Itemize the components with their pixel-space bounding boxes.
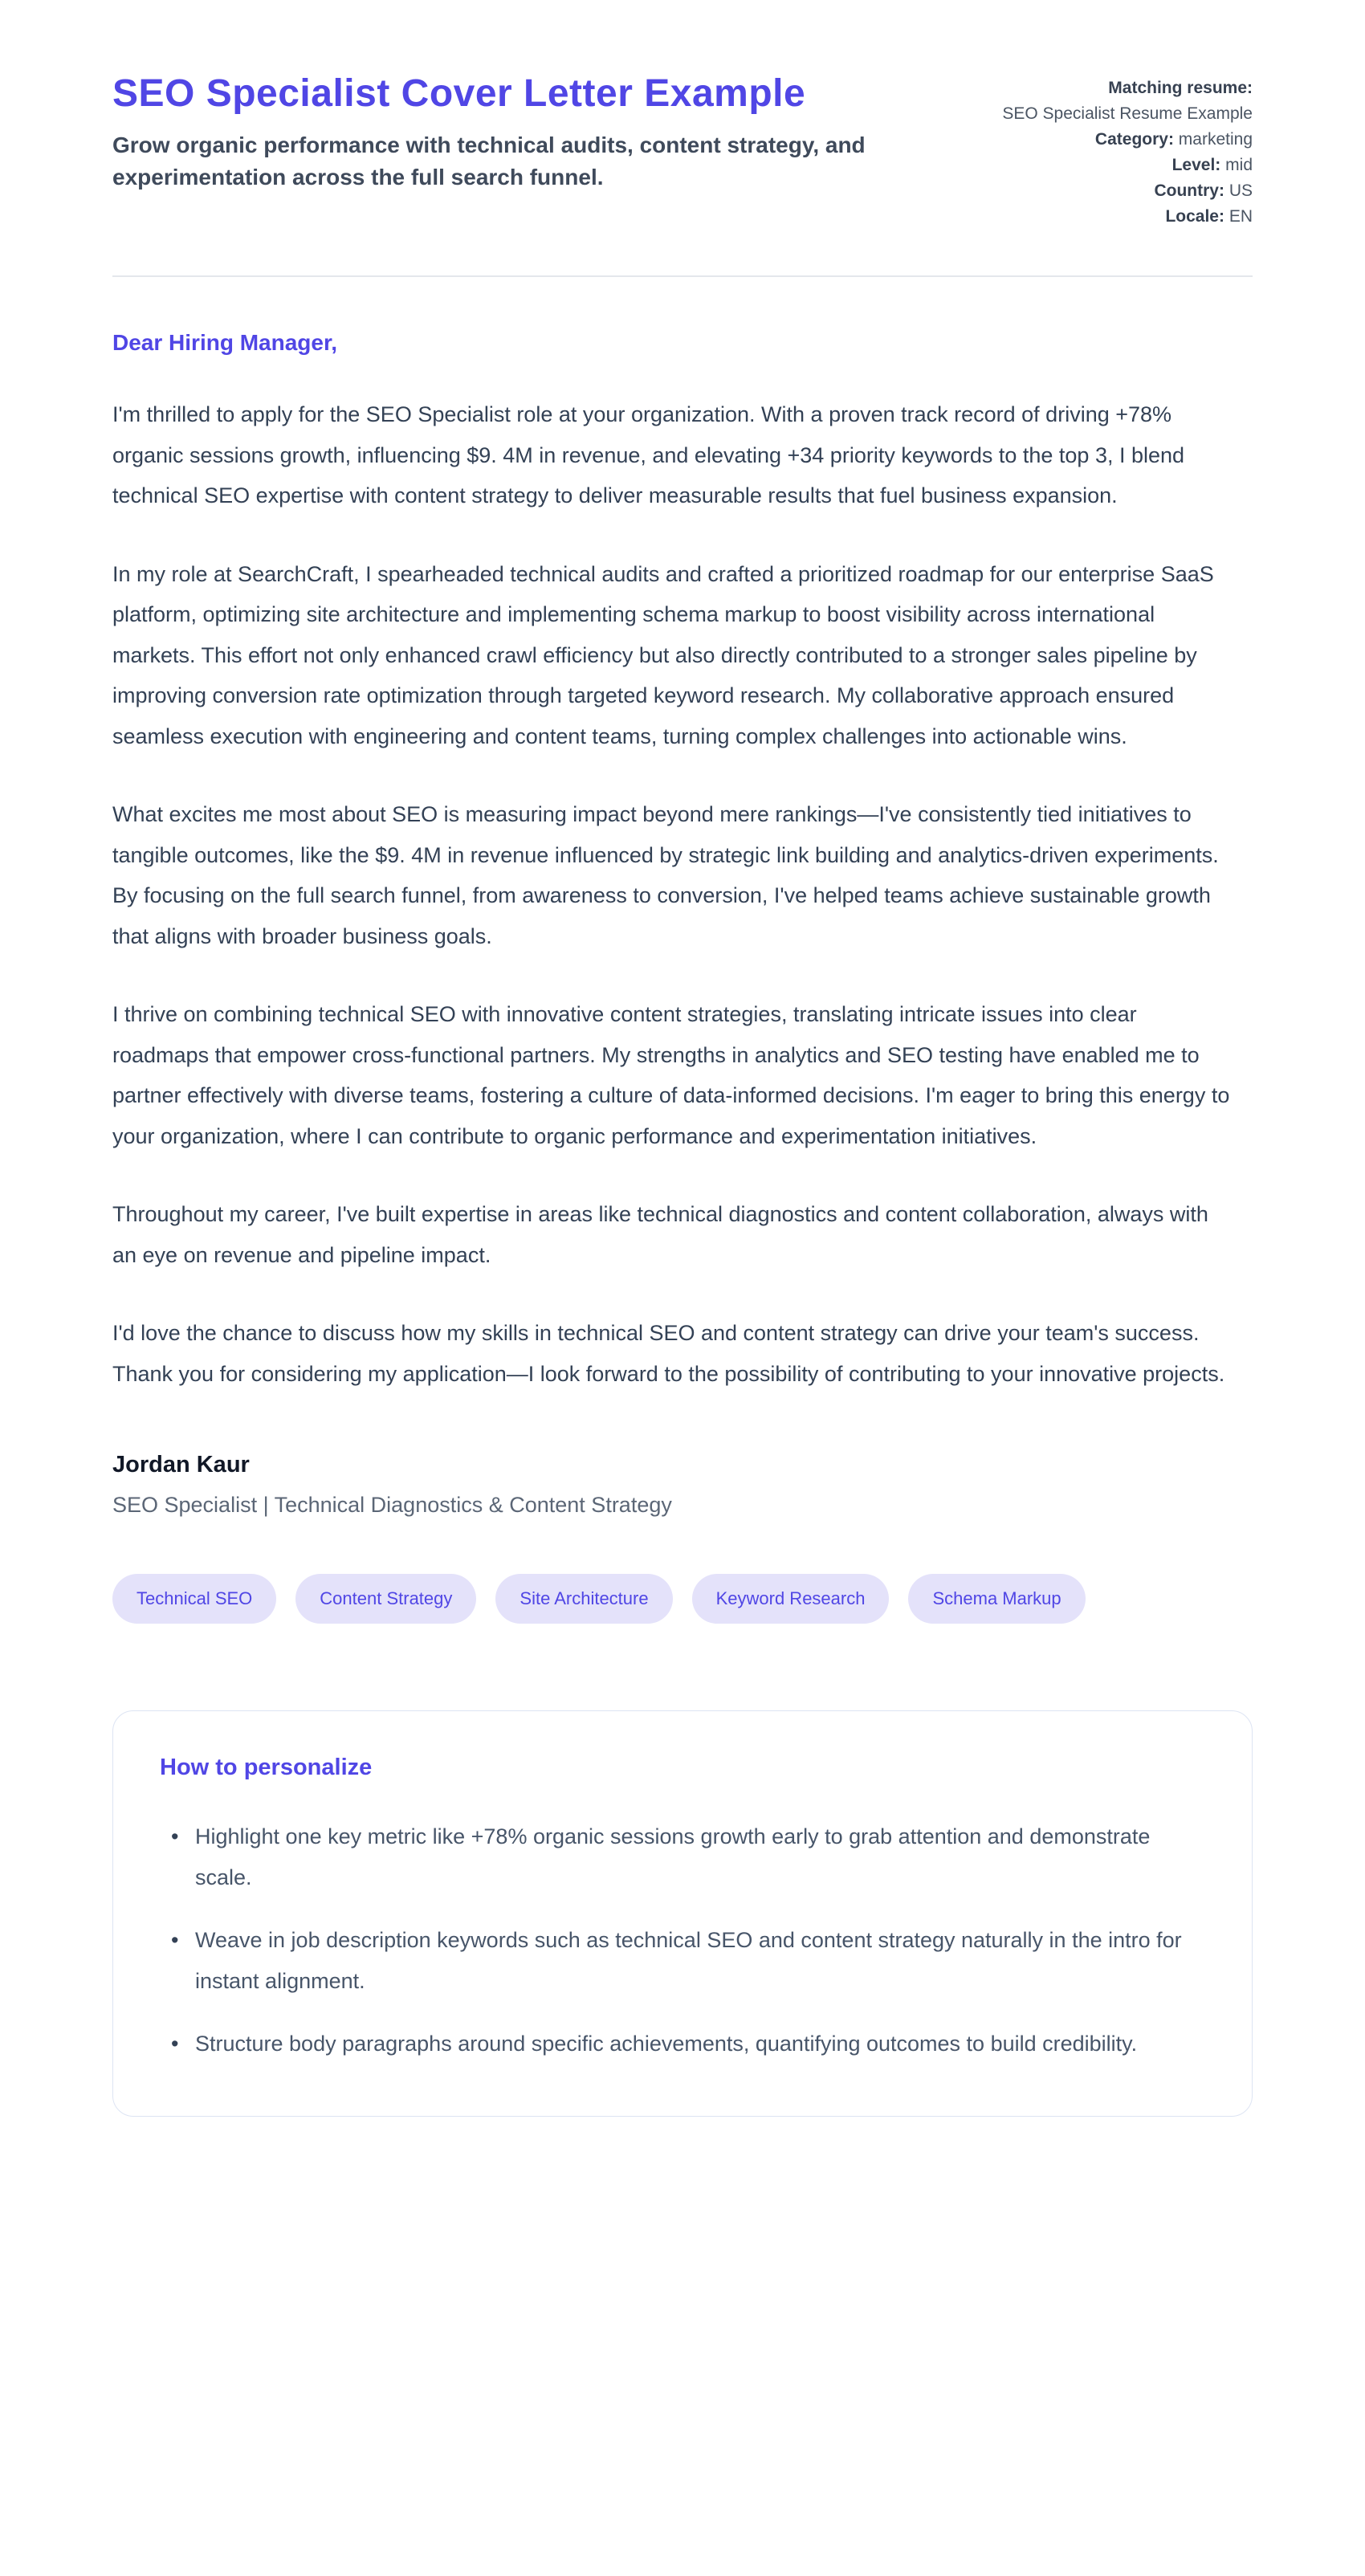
meta-level-value: mid [1225,155,1253,174]
meta-country-label: Country: [1154,181,1224,200]
meta-locale-label: Locale: [1165,206,1224,226]
header-title-block [112,71,947,194]
meta-matching-resume-label: Matching resume: [1108,79,1253,97]
meta-category-label: Category: [1094,129,1174,149]
skill-tag: Technical SEO [112,1574,276,1624]
skill-tag: Content Strategy [295,1574,476,1624]
letter-paragraphs [112,394,1253,1394]
signature-title: SEO Specialist | Technical Diagnostics & Content Strategy [112,1493,672,1518]
personalize-tip: • Highlight one key metric like +78% organic sessions growth early to grab attention and demonstrate scale. [160,1816,1188,1897]
personalize-heading: How to personalize [160,1755,373,1781]
personalize-tip: • Weave in job description keywords such as technical SEO and content strategy naturally in the intro for instant alignment. [160,1920,1188,2001]
skill-tags [112,1574,1253,1624]
meta-country-value: US [1228,181,1253,200]
how-to-personalize-box [112,1710,1253,2116]
personalize-tips [160,1816,1205,2064]
resume-meta-block [996,71,1253,229]
meta-category [996,127,1253,153]
letter-paragraph: Throughout my career, I've built expertise in areas like technical diagnostics and content collaboration, always with an eye on revenue and pipeline impact. [112,1202,1208,1267]
meta-country [996,178,1253,204]
meta-category-value: marketing [1178,129,1253,149]
letter-paragraph: In my role at SearchCraft, I spearheaded technical audits and crafted a prioritized roadmap for our enterprise SaaS platform, optimizing site architecture and implementing schema markup to boost visibility across international markets. This effort not only enhanced crawl efficiency but also directly contributed to a stronger sales pipeline by improving conversion rate optimization through targeted keyword research. My collaborative approach ensured seamless execution with engineering and content teams, turning complex challenges into actionable wins. [112,561,1214,748]
meta-locale-value: EN [1228,206,1253,226]
page-header [112,71,1253,229]
skill-tag: Schema Markup [908,1574,1085,1624]
page-subtitle: Grow organic performance with technical audits, content strategy, and experimentation across the full search funnel. [112,132,866,190]
personalize-tip: • Structure body paragraphs around specific achievements, quantifying outcomes to build credibility. [160,2024,1188,2064]
letter-paragraph: What excites me most about SEO is measuring impact beyond mere rankings—I've consistently tied initiatives to tangible outcomes, like the $9. 4M in revenue influenced by strategic link building and analytics-driven experiments. By focusing on the full search funnel, from awareness to conversion, I've helped teams achieve sustainable growth that aligns with broader business goals. [112,802,1219,948]
letter-paragraph: I'd love the chance to discuss how my skills in technical SEO and content strategy can drive your team's success. Thank you for considering my application—I look forward to the possibility of contributing to your innovative projects. [112,1321,1225,1386]
skill-tag: Site Architecture [495,1574,672,1624]
signature-block [112,1452,1253,1518]
meta-level-label: Level: [1171,155,1221,174]
page-title: SEO Specialist Cover Letter Example [112,72,806,115]
letter-paragraph: I'm thrilled to apply for the SEO Specialist role at your organization. With a proven track record of driving +78% organic sessions growth, influencing $9. 4M in revenue, and elevating +34 priority keywords to the top 3, I blend technical SEO expertise with content strategy to deliver measurable results that fuel business expansion. [112,402,1185,508]
skill-tag: Keyword Research [692,1574,890,1624]
signature-name: Jordan Kaur [112,1452,250,1478]
cover-letter-body [112,330,1253,1518]
meta-matching-resume-value: SEO Specialist Resume Example [1002,104,1253,123]
letter-greeting: Dear Hiring Manager, [112,330,338,356]
meta-matching-resume [996,75,1253,127]
meta-level [996,153,1253,178]
header-divider [112,275,1253,277]
letter-paragraph: I thrive on combining technical SEO with innovative content strategies, translating intricate issues into clear roadmaps that empower cross-functional partners. My strengths in analytics and SEO testing have enabled me to partner effectively with diverse teams, fostering a culture of data-informed decisions. I'm eager to bring this energy to your organization, where I can contribute to organic performance and experimentation initiatives. [112,1002,1230,1148]
meta-locale [996,204,1253,230]
